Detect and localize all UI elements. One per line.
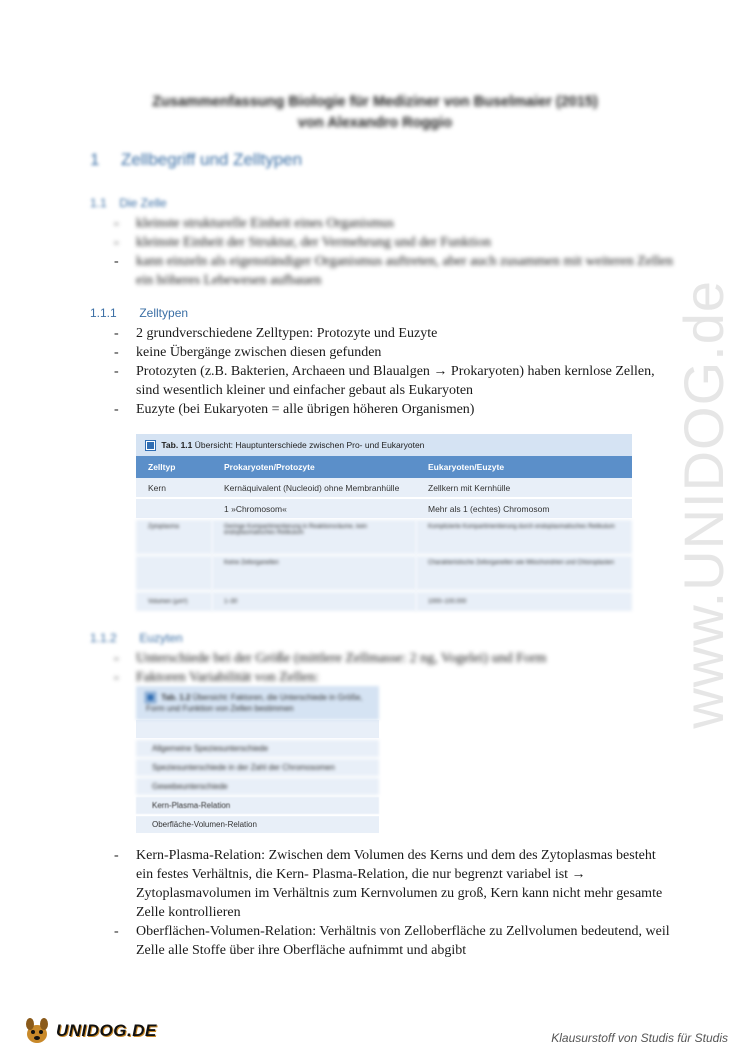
table-row bbox=[136, 498, 632, 519]
heading-1-label: Zellbegriff und Zelltypen bbox=[120, 150, 303, 169]
list-item: - Kern-Plasma-Relation: Zwischen dem Volumen des Kerns und dem des Zytoplasmas besteht ein festes Verhältnis, die Kern- Plasma-Relation, die nur begrenzt variabel ist → Zytoplasmavolumen im Verhältnis zum Kernvolumen zu groß, Kern kann nicht mehr gesamte Zelle kontrollieren bbox=[114, 846, 674, 922]
list-item: - kleinste Einheit der Struktur, der Vermehrung und der Funktion bbox=[114, 233, 674, 252]
column-header: Prokaryoten/Protozyte bbox=[212, 456, 416, 478]
table-row: Gewebeunterschiede bbox=[136, 778, 379, 797]
list-item: - keine Übergänge zwischen diesen gefunden bbox=[114, 343, 674, 362]
list-item bbox=[114, 252, 674, 290]
bullet-list-zelle bbox=[114, 214, 674, 290]
watermark: www.UNIDOG.de bbox=[672, 280, 735, 729]
table-row: Speziesunterschiede in der Zahl der Chromosomen bbox=[136, 759, 379, 778]
heading-1-number: 1 bbox=[90, 150, 100, 169]
table-cell: Kernäquivalent (Nucleoid) ohne Membranhülle bbox=[212, 478, 416, 498]
table-1-2 bbox=[136, 686, 379, 835]
list-item: - 2 grundverschiedene Zelltypen: Protozyte und Euzyte bbox=[114, 324, 674, 343]
table-row bbox=[136, 519, 632, 555]
list-item: - Faktoren Variabilität von Zellen: bbox=[114, 668, 674, 687]
dog-icon bbox=[22, 1016, 52, 1046]
table-1-2-spacer bbox=[136, 720, 379, 740]
table-row bbox=[136, 591, 632, 612]
heading-1-1-1 bbox=[90, 306, 188, 320]
heading-1-1-1-label: Zelltypen bbox=[139, 306, 189, 320]
bullet-list-zelltypen bbox=[114, 324, 674, 419]
heading-1-1-2 bbox=[90, 631, 183, 645]
table-row bbox=[136, 478, 632, 498]
table-1-2-caption-text: Übersicht: Faktoren, die Unterschiede in Größe, Form und Funktion von Zellen bestimmen bbox=[146, 693, 363, 713]
bullet-list-relations bbox=[114, 846, 674, 960]
table-1-1-caption-label: Tab. 1.1 bbox=[161, 440, 193, 450]
list-item: - kleinste strukturelle Einheit eines Organismus bbox=[114, 214, 674, 233]
table-cell: Geringe Kompartimentierung in Reaktionsräume, kein endoplasmatisches Retikulum bbox=[212, 519, 416, 555]
table-1-2-caption-label: Tab. 1.2 bbox=[161, 693, 191, 702]
footer-tagline: Klausurstoff von Studis für Studis bbox=[551, 1031, 728, 1045]
table-cell: Keine Zellorganellen bbox=[212, 555, 416, 591]
list-item: - Protozyten (z.B. Bakterien, Archaeen und Blaualgen → Prokaryoten) haben kernlose Zellen, sind wesentlich kleiner und einfacher gebaut als Eukaryoten bbox=[114, 362, 674, 400]
table-cell: Kern bbox=[136, 478, 212, 498]
heading-1-1-2-label: Euzyten bbox=[139, 631, 183, 645]
heading-1-1-number: 1.1 bbox=[90, 196, 107, 210]
list-item: - Euzyte (bei Eukaryoten = alle übrigen höheren Organismen) bbox=[114, 400, 674, 419]
table-row: Kern-Plasma-Relation bbox=[136, 797, 379, 816]
column-header: Eukaryoten/Euzyte bbox=[416, 456, 632, 478]
document-title: Zusammenfassung Biologie für Mediziner von Buselmaier (2015) bbox=[152, 94, 598, 110]
table-row: Allgemeine Speziesunterschiede bbox=[136, 740, 379, 759]
list-item: - Oberflächen-Volumen-Relation: Verhältnis von Zelloberfläche zu Zellvolumen bedeutend, weil Zelle alle Stoffe über ihre Oberfläche aufnimmt und abgibt bbox=[114, 922, 674, 960]
table-row bbox=[136, 555, 632, 591]
table-badge-icon bbox=[146, 693, 155, 702]
list-item: - Unterschiede bei der Größe (mittlere Zellmasse: 2 ng, Vogelei) und Form bbox=[114, 649, 674, 668]
heading-1 bbox=[90, 150, 302, 170]
table-header-row bbox=[136, 456, 632, 478]
table-cell: 1 »Chromosom« bbox=[212, 498, 416, 519]
logo-text: UNIDOG.DE bbox=[56, 1021, 157, 1040]
table-cell bbox=[136, 555, 212, 591]
heading-1-1-label: Die Zelle bbox=[119, 196, 167, 210]
table-1-1-grid bbox=[136, 434, 632, 613]
table-cell: Zytoplasma bbox=[136, 519, 212, 555]
table-cell bbox=[136, 498, 212, 519]
heading-1-1-2-number: 1.1.2 bbox=[90, 631, 117, 645]
table-cell: Volumen (µm³) bbox=[136, 591, 212, 612]
heading-1-1-1-number: 1.1.1 bbox=[90, 306, 117, 320]
table-cell: Charakteristische Zellorganellen wie Mitochondrien und Chloroplasten bbox=[416, 555, 632, 591]
list-item-text-blurred: kann einzeln als eigenständiger Organismus auftreten, aber auch zusammen mit weiteren Zellen ein höheres Lebewesen aufbauen bbox=[136, 254, 673, 288]
table-1-2-caption bbox=[136, 686, 379, 720]
heading-1-1 bbox=[90, 196, 167, 210]
unidog-logo[interactable] bbox=[22, 1016, 157, 1046]
table-1-1-caption bbox=[136, 434, 632, 456]
bullet-list-euzyten bbox=[114, 649, 674, 687]
table-cell: 1–30 bbox=[212, 591, 416, 612]
table-badge-icon bbox=[146, 441, 155, 450]
document-author: von Alexandro Roggio bbox=[297, 115, 453, 131]
table-row: Oberfläche-Volumen-Relation bbox=[136, 816, 379, 835]
table-1-1 bbox=[136, 434, 632, 613]
table-1-1-caption-text: Übersicht: Hauptunterschiede zwischen Pro- und Eukaryoten bbox=[194, 440, 425, 450]
table-cell: Mehr als 1 (echtes) Chromosom bbox=[416, 498, 632, 519]
table-cell: 1000–100.000 bbox=[416, 591, 632, 612]
table-cell: Komplizierte Kompartimentierung durch endoplasmatisches Retikulum bbox=[416, 519, 632, 555]
table-cell: Zellkern mit Kernhülle bbox=[416, 478, 632, 498]
column-header: Zelltyp bbox=[136, 456, 212, 478]
